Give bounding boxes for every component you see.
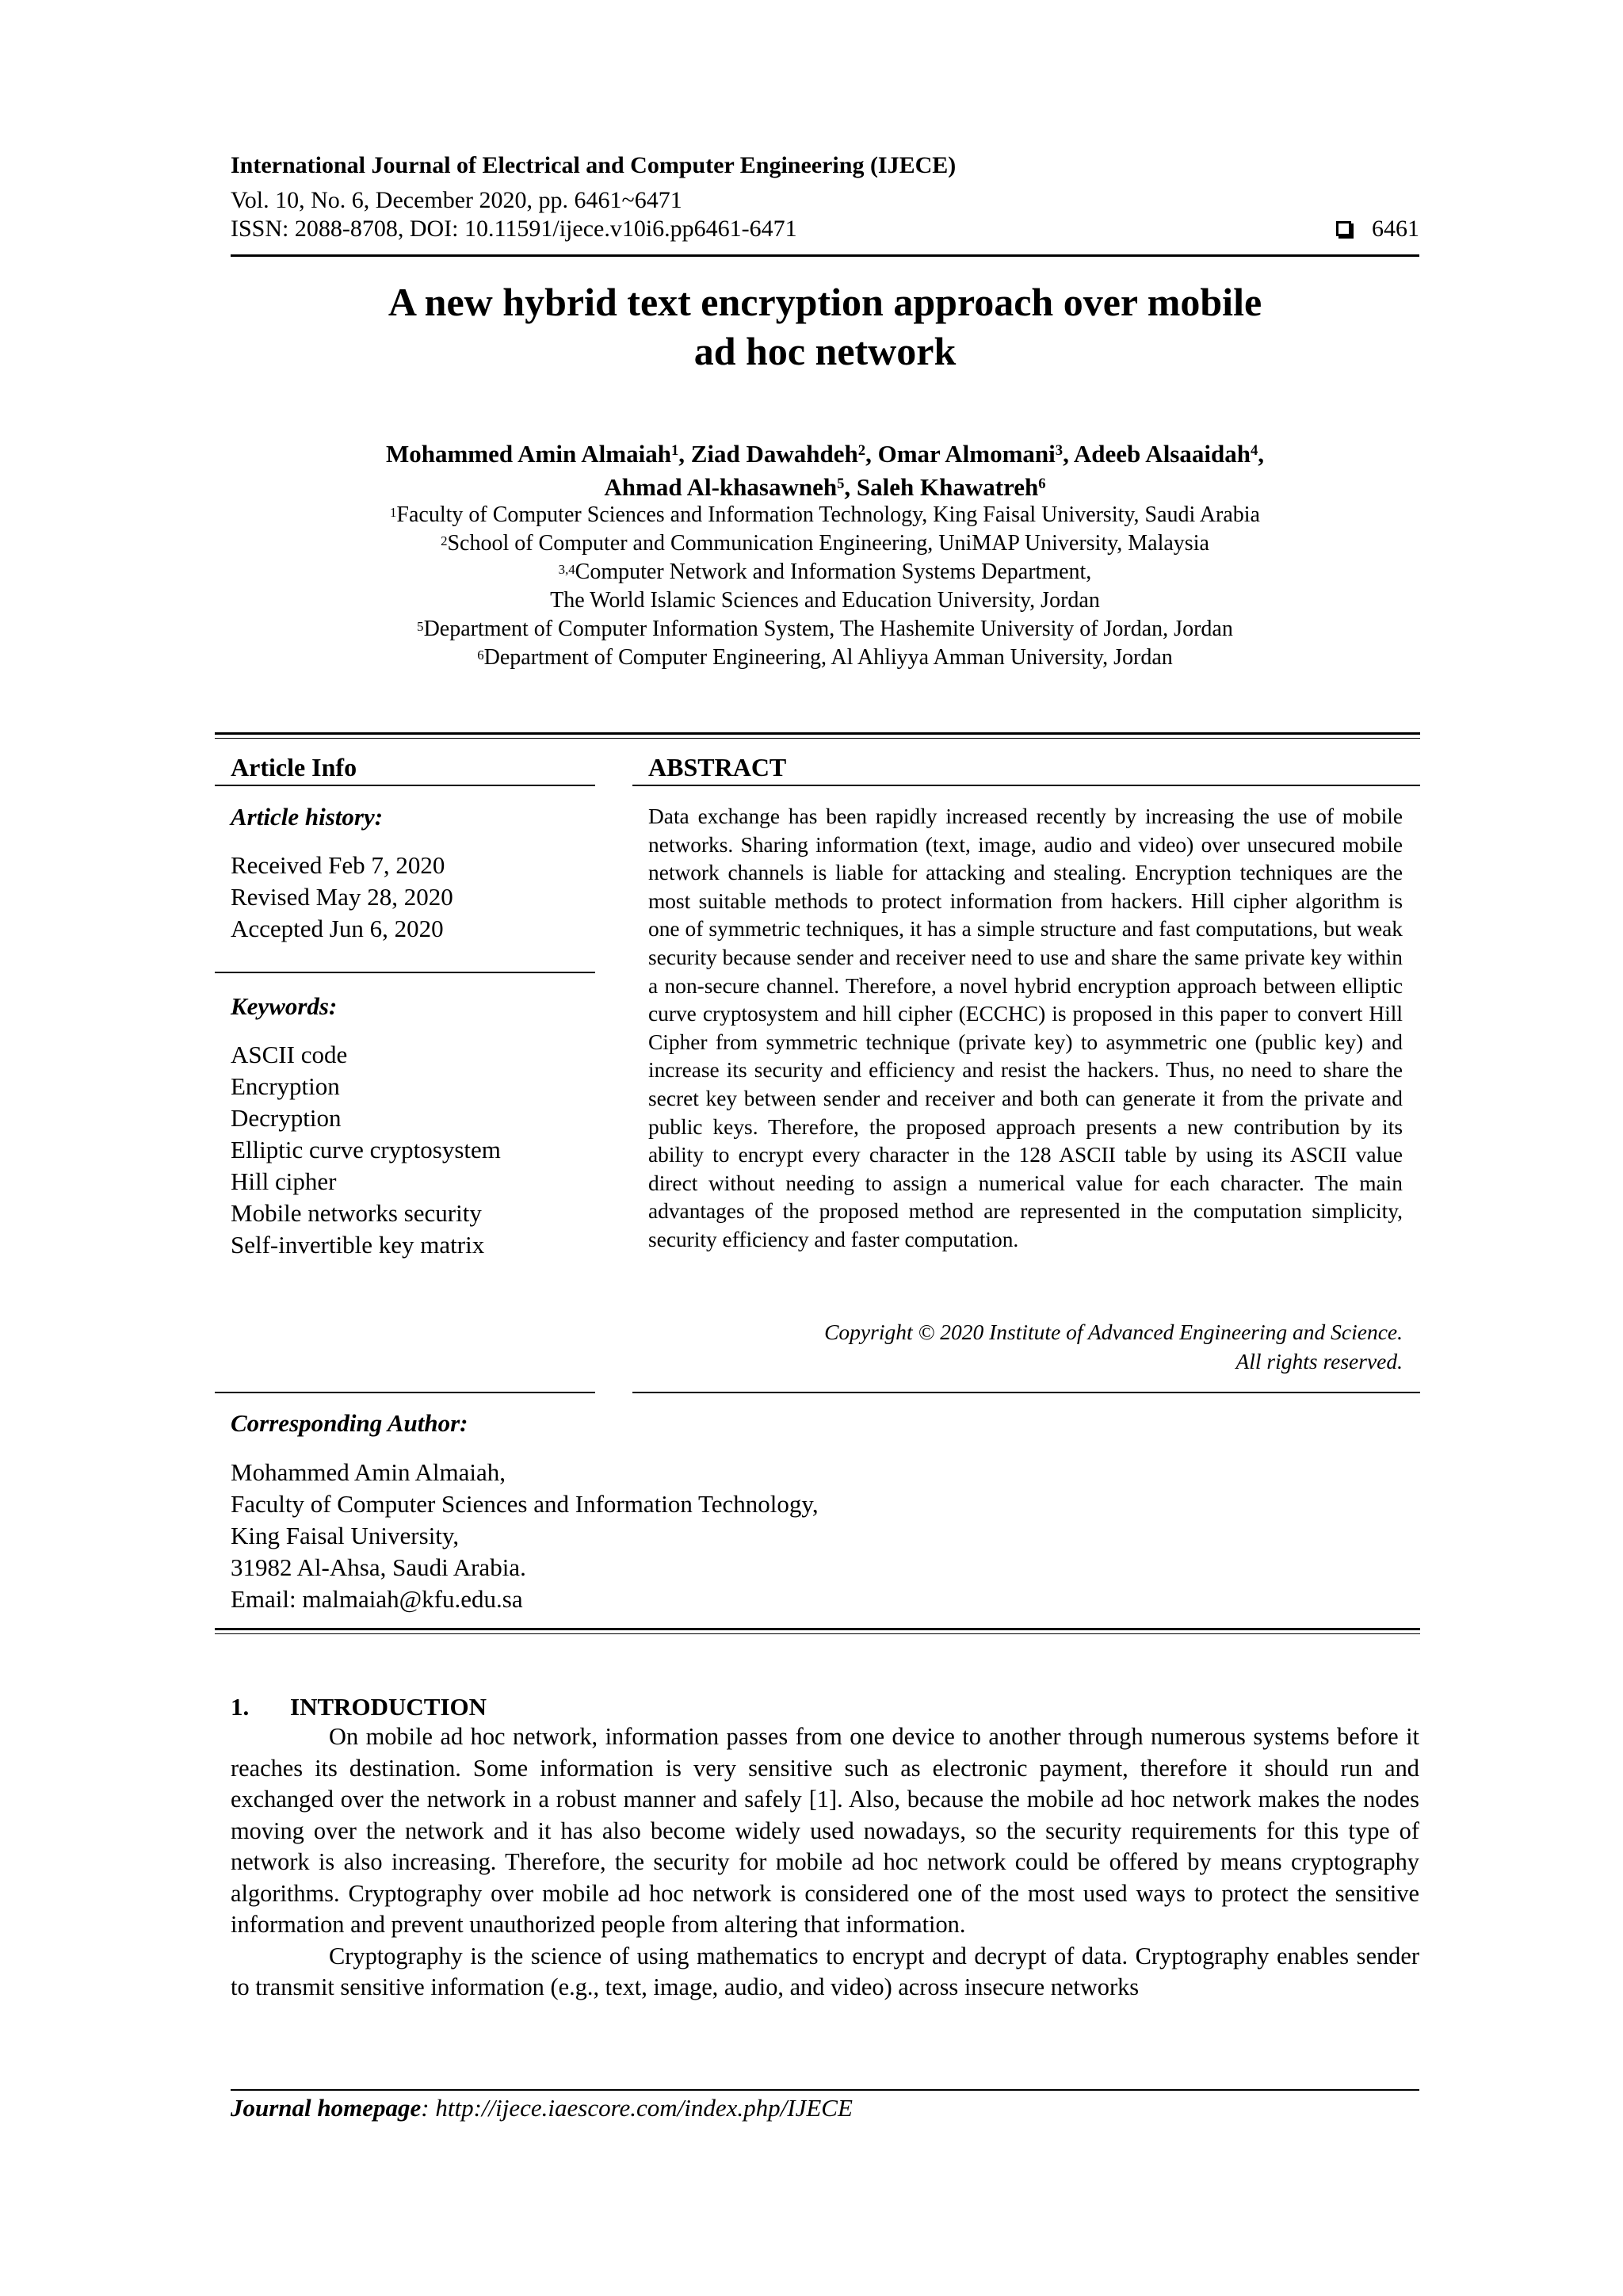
keyword: ASCII code bbox=[231, 1041, 348, 1068]
abstract-text: Data exchange has been rapidly increased recently by increasing the use of mobile networks. Sharing information (text, image, audio and video) over unsecured mobile network channels is liable for attacking and stealing. Encryption techniques are the most suitable methods to protect information from hackers. Hill cipher algorithm is one of symmetric techniques, it has a simple structure and fast computations, but weak security because sender and receiver need to use and share the same private key within a non-secure channel. Therefore, a novel hybrid encryption approach between elliptic curve cryptosystem and hill cipher (ECCHC) is proposed in this paper to convert Hill Cipher from symmetric technique (private key) to asymmetric one (public key) and increase its security and efficiency and resist the hackers. Thus, no need to share the secret key between sender and receiver and both can generate it from the private and public keys. Therefore, the proposed approach presents a new contribution by its ability to encrypt every character in the 128 ASCII table by using its ASCII value direct without needing to assign a numerical value for each character. The main advantages of the proposed method are represented in the computation simplicity, security efficiency and faster computation. bbox=[648, 804, 1403, 1251]
author-sep: , bbox=[844, 473, 857, 501]
column-rule bbox=[632, 1392, 1420, 1393]
paragraph: Cryptography is the science of using mathematics to encrypt and decrypt of data. Cryptography enables sender to transmit sensitive information (e.g., text, image, audio, and video) across insecure networks bbox=[231, 1942, 1419, 2000]
keywords-heading: Keywords: bbox=[231, 992, 338, 1020]
keyword: Encryption bbox=[231, 1072, 340, 1100]
history-accepted: Accepted Jun 6, 2020 bbox=[231, 915, 444, 942]
corr-university: King Faisal University, bbox=[231, 1522, 460, 1549]
journal-homepage bbox=[231, 2094, 853, 2122]
author-name: Omar Almomani bbox=[877, 440, 1056, 468]
corr-faculty: Faculty of Computer Sciences and Information Technology, bbox=[231, 1490, 819, 1518]
column-rule bbox=[215, 785, 595, 786]
copyright-notice bbox=[648, 1317, 1403, 1376]
author-name: Mohammed Amin Almaiah bbox=[385, 440, 671, 468]
author-name: Ziad Dawahdeh bbox=[690, 440, 858, 468]
copyright-line-1: Copyright © 2020 Institute of Advanced Engineering and Science. bbox=[824, 1320, 1403, 1344]
affiliation-line bbox=[231, 586, 1419, 615]
affil-sup: 2 bbox=[441, 533, 448, 548]
section-number: 1. bbox=[231, 1693, 250, 1721]
corr-address: 31982 Al-Ahsa, Saudi Arabia. bbox=[231, 1553, 526, 1581]
author-name: Saleh Khawatreh bbox=[856, 473, 1039, 501]
author-affil-sup: 6 bbox=[1038, 476, 1046, 493]
footer-rule bbox=[231, 2089, 1419, 2091]
affiliation-line bbox=[231, 501, 1419, 529]
affil-text: Computer Network and Information Systems Department, bbox=[575, 560, 1092, 584]
article-history-heading: Article history: bbox=[231, 803, 384, 831]
author-line-1 bbox=[231, 437, 1419, 471]
introduction-heading bbox=[231, 1693, 487, 1721]
page-number: 6461 bbox=[1372, 216, 1419, 242]
affil-sup: 3,4 bbox=[558, 561, 575, 577]
column-rule bbox=[215, 1392, 595, 1393]
affil-sup: 6 bbox=[477, 647, 484, 663]
box-icon bbox=[1336, 221, 1351, 236]
affil-text: Department of Computer Engineering, Al Ahliyya Amman University, Jordan bbox=[483, 645, 1173, 670]
homepage-label: Journal homepage bbox=[231, 2094, 422, 2122]
corr-email: Email: malmaiah@kfu.edu.sa bbox=[231, 1585, 523, 1613]
history-revised: Revised May 28, 2020 bbox=[231, 883, 453, 911]
keyword: Mobile networks security bbox=[231, 1199, 482, 1227]
author-name: Ahmad Al-khasawneh bbox=[604, 473, 838, 501]
affiliation-line bbox=[231, 644, 1419, 672]
keyword: Hill cipher bbox=[231, 1167, 337, 1195]
author-list bbox=[231, 437, 1419, 504]
affil-sup: 5 bbox=[417, 618, 424, 634]
affiliation-line bbox=[231, 558, 1419, 586]
paper-title bbox=[231, 277, 1419, 376]
author-name: Adeeb Alsaaidah bbox=[1073, 440, 1251, 468]
affil-text: The World Islamic Sciences and Education University, Jordan bbox=[550, 588, 1100, 613]
journal-volume: Vol. 10, No. 6, December 2020, pp. 6461~6471 bbox=[231, 187, 682, 213]
double-rule bbox=[215, 732, 1420, 739]
abstract-heading: ABSTRACT bbox=[648, 753, 787, 781]
affiliation-line bbox=[231, 529, 1419, 558]
introduction-body bbox=[231, 1721, 1419, 2004]
title-line-1: A new hybrid text encryption approach over mobile bbox=[388, 280, 1262, 324]
header-rule bbox=[231, 254, 1419, 257]
affiliation-line bbox=[231, 615, 1419, 644]
copyright-line-2: All rights reserved. bbox=[1235, 1349, 1403, 1373]
author-affil-sup: 5 bbox=[837, 476, 845, 493]
keyword-list bbox=[231, 1039, 595, 1261]
author-line-2 bbox=[231, 471, 1419, 504]
affil-sup: 1 bbox=[390, 504, 397, 520]
affil-text: Department of Computer Information System, The Hashemite University of Jordan, Jordan bbox=[423, 617, 1233, 641]
author-sep: , bbox=[678, 440, 691, 468]
journal-name: International Journal of Electrical and Computer Engineering (IJECE) bbox=[231, 152, 957, 178]
column-rule bbox=[215, 972, 595, 973]
affil-text: School of Computer and Communication Engineering, UniMAP University, Malaysia bbox=[447, 531, 1209, 556]
author-affil-sup: 4 bbox=[1250, 442, 1258, 460]
double-rule bbox=[215, 1628, 1420, 1634]
section-title: INTRODUCTION bbox=[290, 1693, 487, 1721]
author-affil-sup: 2 bbox=[857, 442, 866, 460]
corr-name: Mohammed Amin Almaiah, bbox=[231, 1458, 506, 1486]
article-info-heading: Article Info bbox=[231, 753, 357, 781]
keyword: Self-invertible key matrix bbox=[231, 1231, 485, 1259]
keyword: Elliptic curve cryptosystem bbox=[231, 1136, 501, 1163]
title-line-2: ad hoc network bbox=[693, 329, 957, 373]
history-received: Received Feb 7, 2020 bbox=[231, 851, 445, 879]
author-sep: , bbox=[1258, 440, 1265, 468]
author-affil-sup: 3 bbox=[1055, 442, 1064, 460]
author-sep: , bbox=[865, 440, 878, 468]
author-sep: , bbox=[1063, 440, 1074, 468]
affiliations bbox=[231, 501, 1419, 672]
corresponding-author-heading: Corresponding Author: bbox=[231, 1409, 468, 1437]
column-rule bbox=[632, 785, 1420, 786]
author-affil-sup: 1 bbox=[670, 442, 679, 460]
homepage-url[interactable]: : http://ijece.iaescore.com/index.php/IJECE bbox=[421, 2094, 853, 2122]
journal-issn-doi: ISSN: 2088-8708, DOI: 10.11591/ijece.v10i6.pp6461-6471 bbox=[231, 216, 797, 242]
affil-text: Faculty of Computer Sciences and Information Technology, King Faisal University, Saudi Arabia bbox=[396, 502, 1260, 527]
keyword: Decryption bbox=[231, 1104, 342, 1132]
paragraph: On mobile ad hoc network, information passes from one device to another through numerous systems before it reaches its destination. Some information is very sensitive such as electronic payment, therefore it should run and exchanged over the network in a robust manner and safely [1]. Also, because the mobile ad hoc network makes the nodes moving over the network and it has also become widely used nowadays, so the security requirements for this type of network is also increasing. Therefore, the security for mobile ad hoc network could be offered by means cryptography algorithms. Cryptography over mobile ad hoc network is considered one of the most used ways to protect the sensitive information and prevent unauthorized people from altering that information. bbox=[231, 1723, 1419, 1938]
corresponding-author-details bbox=[231, 1457, 819, 1615]
article-history bbox=[231, 850, 595, 945]
